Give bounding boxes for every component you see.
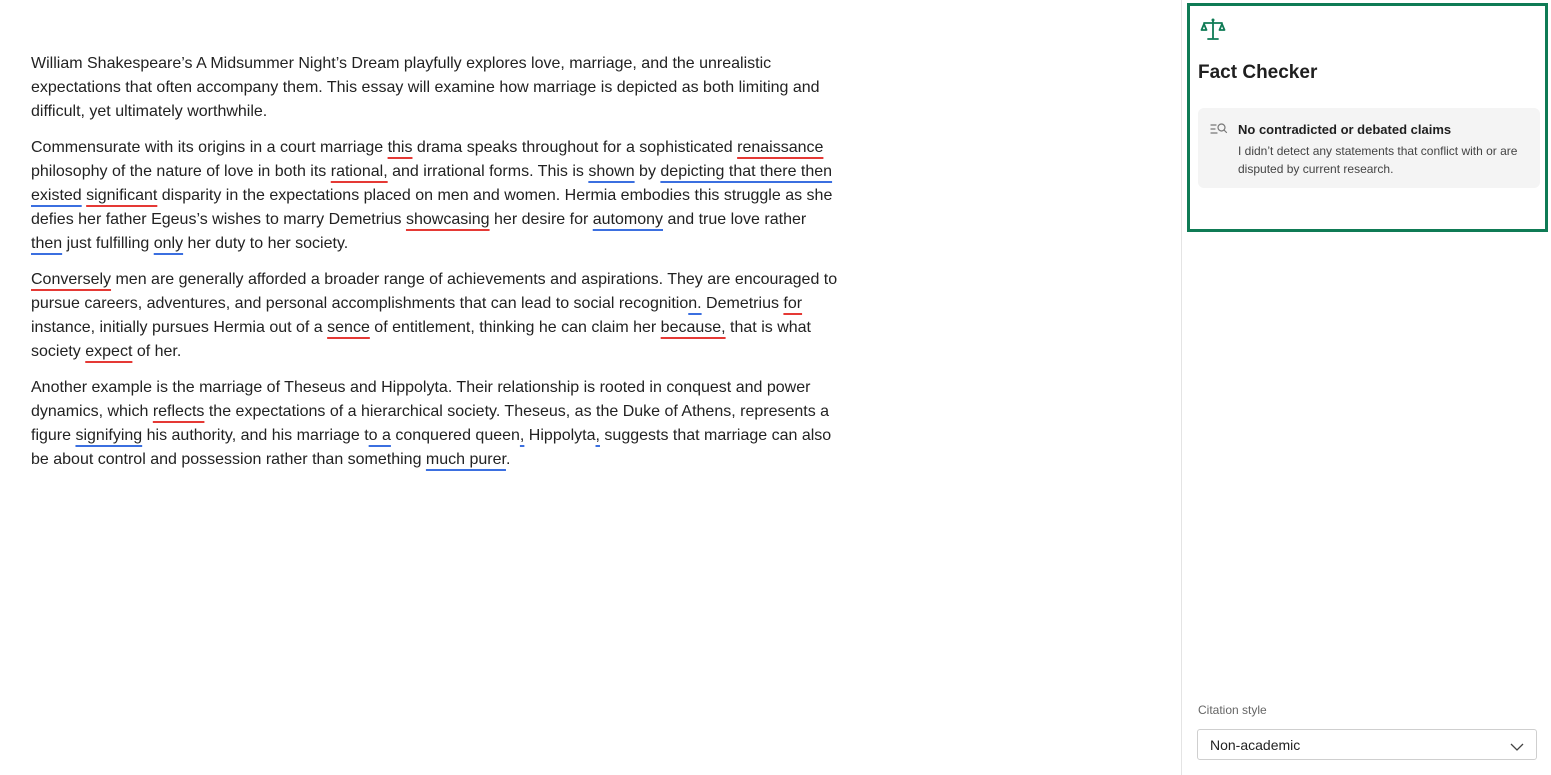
- assistant-sidebar: [1182, 0, 1551, 775]
- text-run: disparity in the expectations placed on men and women. Hermia embodies this struggle as she defies her father Egeus’s wishes to marry Demetrius: [31, 187, 833, 228]
- fact-checker-card[interactable]: [1187, 3, 1548, 232]
- spelling-suggestion-sence[interactable]: sence: [327, 319, 370, 336]
- text-run: men are generally afforded a broader range of achievements and aspirations. They are encouraged to pursue careers, adventures, and personal accomplishments that can lead to social recognitio: [31, 271, 838, 312]
- text-run: Demetrius: [701, 295, 784, 312]
- text-run: drama speaks throughout for a sophisticated: [412, 139, 738, 156]
- paragraph-2[interactable]: [31, 136, 841, 256]
- grammar-suggestion-reflects[interactable]: reflects: [152, 403, 205, 420]
- text-run: suggests that marriage can also be about control and possession rather than something: [31, 427, 832, 468]
- text-run: of entitlement, thinking he can claim her: [369, 319, 661, 336]
- clarity-suggestion-automony[interactable]: automony: [592, 211, 663, 228]
- paragraph-3[interactable]: [31, 268, 841, 364]
- citation-style-label: Citation style: [1198, 703, 1267, 717]
- search-list-icon: [1210, 122, 1228, 138]
- citation-style-value: Non-academic: [1210, 737, 1301, 753]
- text-run: that is what society: [31, 319, 811, 360]
- text-run: her duty to her society.: [183, 235, 349, 252]
- grammar-suggestion-significant[interactable]: significant: [86, 187, 158, 204]
- text-run: Hippolyta: [524, 427, 596, 444]
- fact-check-result: [1198, 108, 1540, 188]
- clarity-suggestion-much-purer[interactable]: much purer: [425, 451, 506, 468]
- clarity-suggestion-depicting[interactable]: depicting that there then existed: [31, 163, 833, 204]
- citation-style-select[interactable]: [1197, 729, 1537, 760]
- grammar-suggestion-this[interactable]: this: [387, 139, 413, 156]
- chevron-down-icon: [1510, 739, 1524, 749]
- clarity-suggestion-shown[interactable]: shown: [588, 163, 635, 180]
- text-run: his authority, and his marriage t: [142, 427, 369, 444]
- text-run: her desire for: [489, 211, 593, 228]
- clarity-suggestion-to-a[interactable]: o a: [368, 427, 391, 444]
- clarity-suggestion-comma[interactable]: ,: [595, 427, 600, 444]
- text-run: of her.: [132, 343, 182, 360]
- essay-text[interactable]: [31, 52, 841, 484]
- text-run: Commensurate with its origins in a court marriage: [31, 139, 388, 156]
- text-run: and irrational forms. This is: [387, 163, 589, 180]
- paragraph-4[interactable]: [31, 376, 841, 472]
- grammar-suggestion-conversely[interactable]: Conversely: [31, 271, 112, 288]
- scales-icon: [1200, 17, 1226, 43]
- text-run: instance, initially pursues Hermia out of a: [31, 319, 328, 336]
- clarity-suggestion-only[interactable]: only: [153, 235, 184, 252]
- text-run: by: [634, 163, 661, 180]
- text-run: .: [505, 451, 511, 468]
- grammar-suggestion-for[interactable]: for: [783, 295, 803, 312]
- result-title: No contradicted or debated claims: [1238, 122, 1452, 137]
- text-run: the expectations of a hierarchical society. Theseus, as the Duke of Athens, represents a figure: [31, 403, 830, 444]
- grammar-suggestion-rational[interactable]: rational,: [330, 163, 388, 180]
- text-run: and true love rather: [663, 211, 807, 228]
- clarity-suggestion-signifying[interactable]: signifying: [75, 427, 143, 444]
- grammar-suggestion-because[interactable]: because,: [660, 319, 726, 336]
- grammar-suggestion-expect[interactable]: expect: [85, 343, 133, 360]
- clarity-suggestion-then[interactable]: then: [31, 235, 63, 252]
- spelling-suggestion-renaissance[interactable]: renaissance: [737, 139, 824, 156]
- text-run: Another example is the marriage of Theseus and Hippolyta. Their relationship is rooted in conquest and power dynamics, which: [31, 379, 811, 420]
- text-run: just fulfilling: [62, 235, 154, 252]
- clarity-suggestion-recognition[interactable]: n.: [688, 295, 702, 312]
- clarity-suggestion-comma[interactable]: ,: [519, 427, 525, 444]
- text-run: conquered queen: [390, 427, 520, 444]
- paragraph-text: William Shakespeare’s A Midsummer Night’s Dream playfully explores love, marriage, and the unrealistic expectations that often accompany them. This essay will examine how marriage is depicted as both limiting and difficult, yet ultimately worthwhile.: [31, 55, 820, 120]
- paragraph-1[interactable]: [31, 52, 841, 124]
- grammar-suggestion-showcasing[interactable]: showcasing: [405, 211, 490, 228]
- text-run: philosophy of the nature of love in both its: [31, 163, 331, 180]
- result-description: I didn’t detect any statements that conflict with or are disputed by current research.: [1238, 144, 1518, 176]
- fact-checker-title: Fact Checker: [1198, 62, 1318, 83]
